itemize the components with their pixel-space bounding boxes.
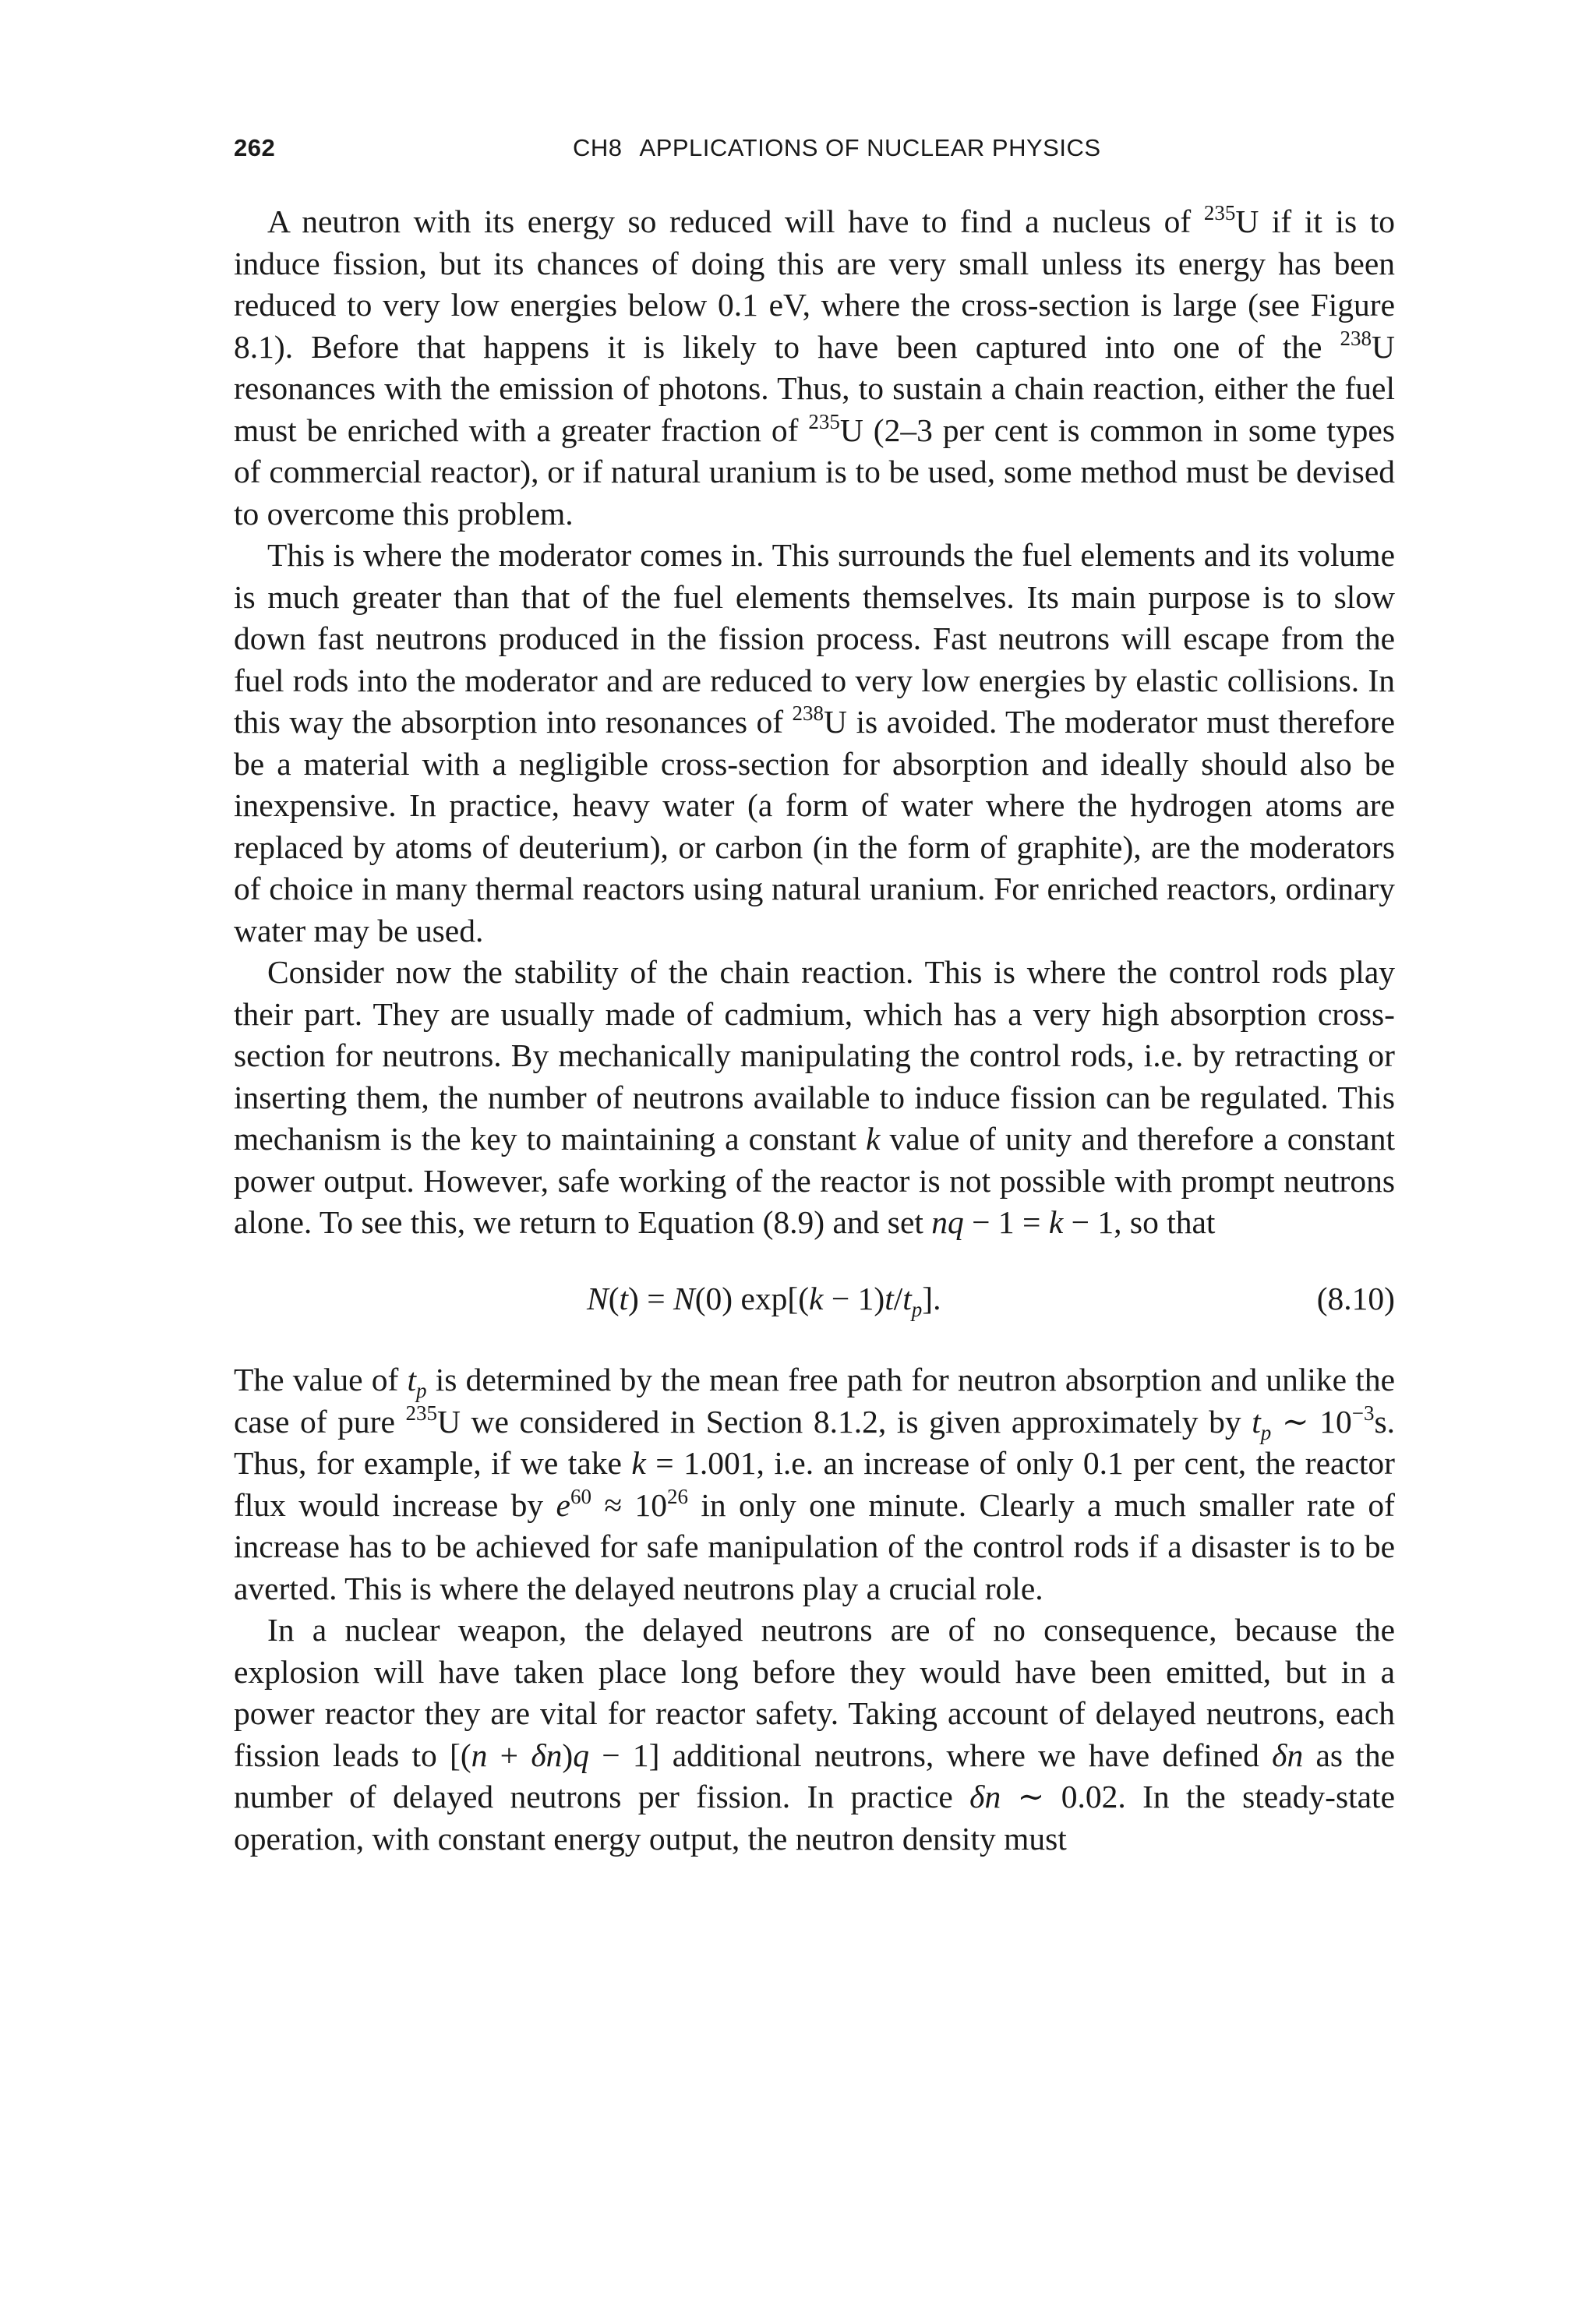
running-head xyxy=(573,134,1101,162)
equation-body: N(t) = N(0) $\exp[(k - 1)t/t_p]$. xyxy=(587,1280,941,1321)
mass-number: 235 xyxy=(808,409,840,433)
running-header xyxy=(234,134,1395,173)
page-number: 262 xyxy=(234,134,276,161)
mass-number: 235 xyxy=(405,1401,437,1425)
paragraph-1: A neutron with its energy so reduced will have to find a nucleus of $^{235}$U if it is to induce fission, but its chances of doing this are very small unless its energy has been reduced to very low energies below 0.1 eV, where the cross-section is large (see Figure 8.1). Before that happens it is likely to have been captured into one of the $^{238}$U resonances with the emission of photons. Thus, to sustain a chain reaction, either the fuel must be enriched with a greater fraction of $^{235}$U (2–3 per cent is common in some types of commercial reactor), or if natural uranium is to be used, some method must be devised to overcome this problem. xyxy=(234,201,1395,532)
mass-number: 235 xyxy=(1203,201,1236,224)
mass-number: 238 xyxy=(792,701,824,725)
mass-number: 238 xyxy=(1340,326,1372,350)
paragraph-5: In a nuclear weapon, the delayed neutrons are of no consequence, because the explosion will have taken place long before they would have been emitted, but in a power reactor they are vital for reactor safety. Taking account of delayed neutrons, each fission leads to [(n + δn)q − 1] additional neutrons, where we have defined δn as the number of delayed neutrons per fission. In practice δn ∼ 0.02. In the steady-state operation, with constant energy output, the neutron density must xyxy=(234,1612,1396,1857)
paragraph-2: This is where the moderator comes in. This surrounds the fuel elements and its volume is much greater than that of the fuel elements themselves. Its main purpose is to slow down fast neutrons produced in the fission process. Fast neutrons will escape from the fuel rods into the moderator and are reduced to very low energies by elastic collisions. In this way the absorption into resonances of $^{238}$U is avoided. The moderator must therefore be a material with a negligible cross-section for absorption and ideally should also be inexpensive. In practice, heavy water (a form of water where the hydrogen atoms are replaced by atoms of deuterium), or carbon (in the form of graphite), are the moderators of choice in many thermal reactors using natural uranium. For enriched reactors, ordinary water may be used. xyxy=(234,537,1395,949)
chapter-number: CH8 xyxy=(573,134,623,161)
equation-number: (8.10) xyxy=(1316,1280,1395,1316)
equation-8-10 xyxy=(234,1278,1395,1320)
chapter-title: APPLICATIONS OF NUCLEAR PHYSICS xyxy=(639,134,1101,161)
paragraph-4: The value of $t_p$ is determined by the mean free path for neutron absorption and unlike the case of pure $^{235}$U we considered in Section 8.1.2, is given approximately by $t_p$ ∼ $10^{-3}s$. Thus, for example, if we take k = 1.001, i.e. an increase of only 0.1 per cent, the reactor flux would increase by $e^{60} \approx 10^{26}$ in only one minute. Clearly a much smaller rate of increase has to be achieved for safe manipulation of the control rods if a disaster is to be averted. This is where the delayed neutrons play a crucial role. xyxy=(234,1362,1396,1606)
paragraph-3: Consider now the stability of the chain reaction. This is where the control rods play their part. They are usually made of cadmium, which has a very high absorption cross-section for neutrons. By mechanically manipulating the control rods, i.e. by retracting or inserting them, the number of neutrons available to induce fission can be regulated. This mechanism is the key to maintaining a constant k value of unity and therefore a constant power output. However, safe working of the reactor is not possible with prompt neutrons alone. To see this, we return to Equation (8.9) and set nq − 1 = k − 1, so that xyxy=(234,954,1395,1240)
body-text xyxy=(234,201,1395,1860)
